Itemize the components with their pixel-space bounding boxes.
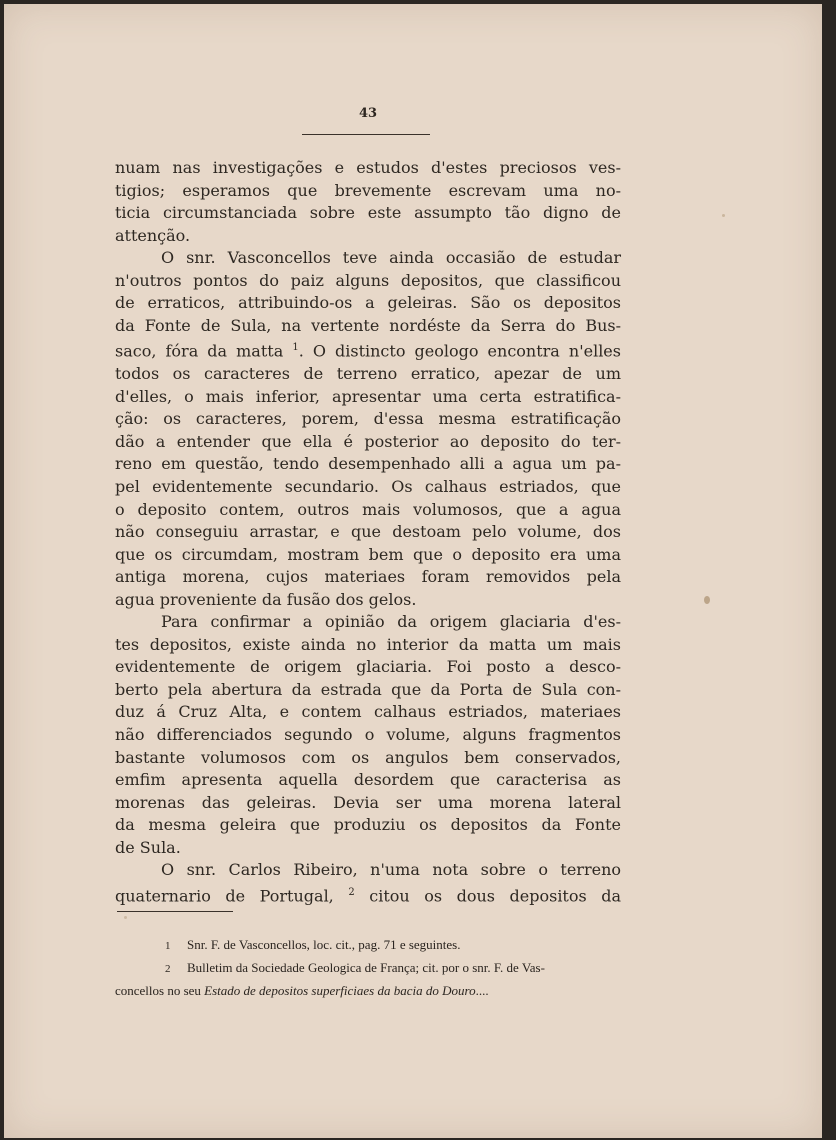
- text-segment: saco, fóra da matta: [115, 341, 284, 361]
- paper-spot: [704, 596, 710, 604]
- text-line: ção: os caracteres, porem, d'essa mesma estratificação: [115, 409, 621, 429]
- book-page: [4, 4, 822, 1138]
- footnote-text: Snr. F. de Vasconcellos, loc. cit., pag. 71 e seguintes.: [187, 937, 461, 952]
- footnote-2: [115, 957, 630, 980]
- text-segment: quaternario de Portugal,: [115, 886, 334, 906]
- paper-spot: [722, 214, 725, 217]
- footnote-ref-2: 2: [348, 886, 355, 898]
- footnote-text: Bulletim da Sociedade Geologica de França; cit. por o snr. F. de Vas-: [187, 960, 545, 975]
- text-line: berto pela abertura da estrada que da Porta de Sula con-: [115, 679, 621, 699]
- text-line: não conseguiu arrastar, e que destoam pelo volume, dos: [115, 522, 621, 542]
- text-line: n'outros pontos do paiz alguns depositos, que classificou: [115, 270, 621, 290]
- text-line: antiga morena, cujos materiaes foram removidos pela: [115, 567, 621, 587]
- paragraph-start-line: O snr. Carlos Ribeiro, n'uma nota sobre o terreno: [161, 860, 621, 880]
- text-line: de Sula.: [115, 837, 181, 857]
- text-line: evidentemente de origem glaciaria. Foi posto a desco-: [115, 657, 621, 677]
- text-line: da mesma geleira que produziu os depositos da Fonte: [115, 815, 621, 835]
- text-line: de erraticos, attribuindo-os a geleiras. São os depositos: [115, 293, 621, 313]
- body-text: [115, 157, 621, 908]
- footnote-1: [115, 934, 630, 957]
- text-line: emfim apresenta aquella desordem que caracterisa as: [115, 770, 621, 790]
- text-line: agua proveniente da fusão dos gelos.: [115, 589, 417, 609]
- footnote-marker: 2: [165, 963, 171, 975]
- text-line: morenas das geleiras. Devia ser uma morena lateral: [115, 792, 621, 812]
- text-line: bastante volumosos com os angulos bem conservados,: [115, 747, 621, 767]
- text-line: tigios; esperamos que brevemente escrevam uma no-: [115, 180, 621, 200]
- footnotes: [115, 934, 630, 1001]
- text-line: ticia circumstanciada sobre este assumpto tão digno de: [115, 203, 621, 223]
- text-line: dão a entender que ella é posterior ao deposito do ter-: [115, 431, 621, 451]
- text-line: o deposito contem, outros mais volumosos, que a agua: [115, 499, 621, 519]
- paragraph-start-line: Para confirmar a opinião da origem glaciaria d'es-: [161, 612, 621, 632]
- footnote-text: ....: [475, 983, 489, 998]
- text-line: todos os caracteres de terreno erratico, apezar de um: [115, 364, 621, 384]
- text-segment: citou os dous depositos da: [354, 886, 622, 906]
- footnote-title: Estado de depositos superficiaes da bacia do Douro: [204, 983, 476, 998]
- text-line: tes depositos, existe ainda no interior da matta um mais: [115, 634, 621, 654]
- footnote-2-continuation: [115, 980, 630, 1001]
- page-number: 43: [358, 106, 378, 121]
- text-line: attenção.: [115, 225, 191, 245]
- text-line: [115, 882, 621, 908]
- text-line: reno em questão, tendo desempenhado alli a agua um pa-: [115, 454, 621, 474]
- text-line: da Fonte de Sula, na vertente nordéste da Serra do Bus-: [115, 315, 621, 335]
- text-line: nuam nas investigações e estudos d'estes preciosos ves-: [115, 158, 621, 177]
- footnote-ref-1: 1: [292, 342, 299, 354]
- footnote-text: concellos no seu: [115, 983, 205, 998]
- paragraph-start-line: O snr. Vasconcellos teve ainda occasião de estudar: [161, 248, 621, 268]
- text-segment: . O distincto geologo encontra n'elles: [298, 341, 621, 361]
- text-line: duz á Cruz Alta, e contem calhaus estriados, materiaes: [115, 702, 621, 722]
- text-line: [115, 337, 621, 363]
- paper-spot: [124, 916, 127, 919]
- text-line: d'elles, o mais inferior, apresentar uma certa estratifica-: [115, 386, 621, 406]
- header-rule: [302, 134, 430, 135]
- text-line: que os circumdam, mostram bem que o deposito era uma: [115, 544, 621, 564]
- text-line: pel evidentemente secundario. Os calhaus estriados, que: [115, 476, 621, 496]
- footnote-marker: 1: [165, 940, 171, 952]
- footnote-rule: [117, 911, 233, 912]
- text-line: não differenciados segundo o volume, alguns fragmentos: [115, 725, 621, 744]
